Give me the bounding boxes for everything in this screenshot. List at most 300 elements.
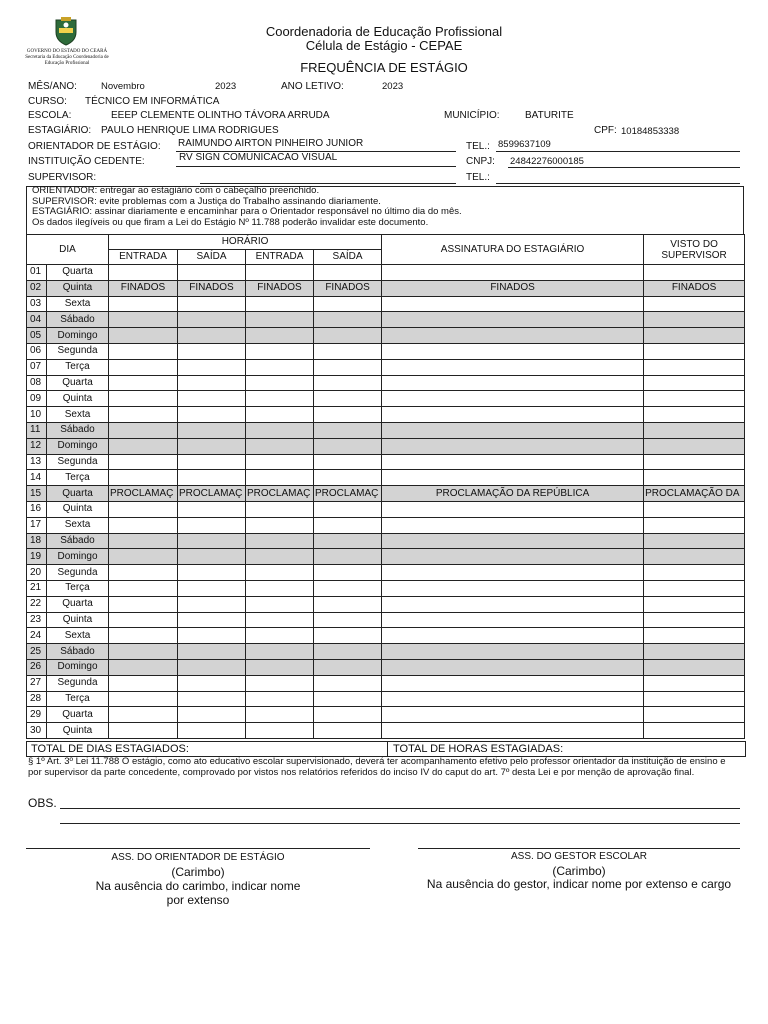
day-name: Quarta <box>47 596 109 612</box>
table-row <box>27 691 745 707</box>
saida-2-cell[interactable] <box>314 612 382 628</box>
cnpj-value[interactable]: 24842276000185 <box>510 156 584 167</box>
curso-value[interactable]: TÉCNICO EM INFORMÁTICA <box>85 96 220 107</box>
assinatura-cell[interactable] <box>382 691 644 707</box>
assinatura-cell[interactable] <box>382 422 644 438</box>
day-number: 22 <box>27 596 47 612</box>
assinatura-cell[interactable] <box>382 328 644 344</box>
assinatura-cell[interactable] <box>382 296 644 312</box>
orientador-value[interactable]: RAIMUNDO AIRTON PINHEIRO JUNIOR <box>178 138 364 149</box>
municipio-value[interactable]: BATURITE <box>525 110 574 121</box>
entrada-header-1: ENTRADA <box>109 250 178 265</box>
visto-cell[interactable] <box>644 596 745 612</box>
saida-2-cell[interactable] <box>314 707 382 723</box>
day-name: Segunda <box>47 343 109 359</box>
entrada-1-cell[interactable] <box>109 407 178 423</box>
entrada-1-cell[interactable]: PROCLAMAÇ <box>109 486 178 502</box>
instruction-legal: Os dados ilegíveis ou que firam a Lei do Estágio Nº 11.788 poderão invalidar este documento. <box>32 216 429 228</box>
table-row <box>27 486 745 502</box>
assinatura-cell[interactable] <box>382 628 644 644</box>
total-dias-label: TOTAL DE DIAS ESTAGIADOS: <box>31 743 189 755</box>
saida-1-cell[interactable] <box>178 517 246 533</box>
entrada-2-cell[interactable] <box>246 438 314 454</box>
saida-1-cell[interactable] <box>178 312 246 328</box>
municipio-label: MUNICÍPIO: <box>444 110 500 121</box>
saida-1-cell[interactable] <box>178 628 246 644</box>
orientador-note: Na ausência do carimbo, indicar nome por extenso <box>95 879 301 907</box>
assinatura-cell[interactable] <box>382 549 644 565</box>
day-number: 17 <box>27 517 47 533</box>
table-row <box>27 470 745 486</box>
visto-header: VISTO DO SUPERVISOR <box>644 235 745 265</box>
day-name: Sexta <box>47 517 109 533</box>
visto-cell[interactable] <box>644 707 745 723</box>
assinatura-cell[interactable] <box>382 391 644 407</box>
saida-2-cell[interactable] <box>314 343 382 359</box>
saida-1-cell[interactable] <box>178 580 246 596</box>
entrada-2-cell[interactable] <box>246 359 314 375</box>
day-name: Quinta <box>47 612 109 628</box>
day-number: 19 <box>27 549 47 565</box>
visto-cell[interactable] <box>644 501 745 517</box>
visto-cell[interactable] <box>644 659 745 675</box>
saida-1-cell[interactable] <box>178 612 246 628</box>
ano-letivo-value[interactable]: 2023 <box>382 81 404 92</box>
entrada-2-cell[interactable] <box>246 407 314 423</box>
table-row <box>27 359 745 375</box>
entrada-2-cell[interactable] <box>246 328 314 344</box>
instituicao-value[interactable]: RV SIGN COMUNICACAO VISUAL <box>179 152 338 163</box>
entrada-1-cell[interactable] <box>109 328 178 344</box>
saida-2-cell[interactable] <box>314 659 382 675</box>
gestor-signature-line[interactable] <box>418 848 740 849</box>
header-line2: Célula de Estágio - CEPAE <box>305 38 463 53</box>
visto-cell[interactable] <box>644 533 745 549</box>
day-number: 03 <box>27 296 47 312</box>
saida-1-cell[interactable] <box>178 533 246 549</box>
day-number: 25 <box>27 644 47 660</box>
entrada-2-cell[interactable] <box>246 533 314 549</box>
day-number: 13 <box>27 454 47 470</box>
assinatura-cell[interactable]: FINADOS <box>382 280 644 296</box>
gestor-note: Na ausência do gestor, indicar nome por extenso e cargo <box>426 877 732 891</box>
entrada-2-cell[interactable]: FINADOS <box>246 280 314 296</box>
entrada-1-cell[interactable] <box>109 422 178 438</box>
visto-cell[interactable] <box>644 438 745 454</box>
entrada-1-cell[interactable] <box>109 565 178 581</box>
cnpj-label: CNPJ: <box>466 156 495 167</box>
table-row <box>27 659 745 675</box>
saida-2-cell[interactable] <box>314 565 382 581</box>
entrada-1-cell[interactable] <box>109 723 178 739</box>
day-name: Quarta <box>47 265 109 281</box>
saida-2-cell[interactable] <box>314 723 382 739</box>
table-row <box>27 644 745 660</box>
visto-cell[interactable] <box>644 265 745 281</box>
entrada-2-cell[interactable] <box>246 580 314 596</box>
entrada-1-cell[interactable] <box>109 691 178 707</box>
saida-1-cell[interactable] <box>178 454 246 470</box>
day-number: 08 <box>27 375 47 391</box>
visto-cell[interactable] <box>644 296 745 312</box>
saida-2-cell[interactable]: PROCLAMAÇ <box>314 486 382 502</box>
entrada-2-cell[interactable] <box>246 596 314 612</box>
entrada-2-cell[interactable] <box>246 470 314 486</box>
entrada-1-cell[interactable] <box>109 375 178 391</box>
horario-header: HORÁRIO <box>109 235 382 250</box>
orientador-signature-title: ASS. DO ORIENTADOR DE ESTÁGIO <box>111 852 285 863</box>
entrada-1-cell[interactable] <box>109 533 178 549</box>
visto-cell[interactable] <box>644 343 745 359</box>
saida-1-cell[interactable] <box>178 391 246 407</box>
table-row <box>27 533 745 549</box>
entrada-2-cell[interactable] <box>246 501 314 517</box>
day-number: 28 <box>27 691 47 707</box>
assinatura-cell[interactable] <box>382 312 644 328</box>
saida-2-cell[interactable] <box>314 470 382 486</box>
saida-1-cell[interactable] <box>178 343 246 359</box>
total-horas-label: TOTAL DE HORAS ESTAGIADAS: <box>393 743 564 755</box>
assinatura-cell[interactable] <box>382 723 644 739</box>
saida-2-cell[interactable] <box>314 580 382 596</box>
entrada-1-cell[interactable] <box>109 359 178 375</box>
saida-2-cell[interactable] <box>314 533 382 549</box>
tel2-label: TEL.: <box>466 172 490 183</box>
visto-cell[interactable] <box>644 517 745 533</box>
day-name: Quinta <box>47 723 109 739</box>
entrada-2-cell[interactable] <box>246 549 314 565</box>
saida-2-cell[interactable] <box>314 422 382 438</box>
obs-line-2[interactable] <box>60 823 740 824</box>
entrada-1-cell[interactable] <box>109 580 178 596</box>
visto-cell[interactable]: FINADOS <box>644 280 745 296</box>
saida-1-cell[interactable] <box>178 565 246 581</box>
saida-2-cell[interactable] <box>314 549 382 565</box>
visto-cell[interactable] <box>644 675 745 691</box>
tel2-field[interactable] <box>496 183 740 184</box>
tel-underline <box>496 151 740 152</box>
entrada-2-cell[interactable] <box>246 612 314 628</box>
table-row <box>27 265 745 281</box>
saida-2-cell[interactable] <box>314 391 382 407</box>
visto-cell[interactable] <box>644 407 745 423</box>
assinatura-cell[interactable] <box>382 707 644 723</box>
orientador-label: ORIENTADOR DE ESTÁGIO: <box>28 141 161 152</box>
saida-1-cell[interactable] <box>178 328 246 344</box>
saida-1-cell[interactable] <box>178 422 246 438</box>
saida-1-cell[interactable] <box>178 375 246 391</box>
assinatura-cell[interactable] <box>382 375 644 391</box>
assinatura-cell[interactable] <box>382 454 644 470</box>
entrada-1-cell[interactable] <box>109 470 178 486</box>
table-row <box>27 375 745 391</box>
day-number: 04 <box>27 312 47 328</box>
escola-value[interactable]: EEEP CLEMENTE OLINTHO TÁVORA ARRUDA <box>111 110 330 121</box>
cnpj-underline <box>508 167 740 168</box>
ano-value[interactable]: 2023 <box>215 81 237 92</box>
day-name: Sexta <box>47 296 109 312</box>
day-name: Sexta <box>47 407 109 423</box>
saida-1-cell[interactable] <box>178 265 246 281</box>
day-number: 30 <box>27 723 47 739</box>
supervisor-field[interactable] <box>200 183 456 184</box>
day-name: Domingo <box>47 438 109 454</box>
assinatura-cell[interactable] <box>382 612 644 628</box>
assinatura-cell[interactable] <box>382 675 644 691</box>
frequency-table-body <box>27 265 745 739</box>
entrada-2-cell[interactable] <box>246 343 314 359</box>
saida-2-cell[interactable] <box>314 691 382 707</box>
saida-2-cell[interactable] <box>314 628 382 644</box>
assinatura-cell[interactable] <box>382 644 644 660</box>
assinatura-cell[interactable] <box>382 596 644 612</box>
visto-cell[interactable] <box>644 723 745 739</box>
saida-2-cell[interactable] <box>314 265 382 281</box>
entrada-1-cell[interactable] <box>109 454 178 470</box>
entrada-2-cell[interactable] <box>246 659 314 675</box>
day-number: 24 <box>27 628 47 644</box>
entrada-1-cell[interactable]: FINADOS <box>109 280 178 296</box>
visto-cell[interactable] <box>644 691 745 707</box>
entrada-2-cell[interactable] <box>246 675 314 691</box>
visto-cell[interactable] <box>644 391 745 407</box>
saida-1-cell[interactable]: PROCLAMAÇ <box>178 486 246 502</box>
assinatura-header: ASSINATURA DO ESTAGIÁRIO <box>382 235 644 265</box>
entrada-2-cell[interactable] <box>246 265 314 281</box>
obs-label: OBS. <box>28 796 57 810</box>
cpf-label: CPF: <box>594 125 617 136</box>
saida-1-cell[interactable] <box>178 691 246 707</box>
assinatura-cell[interactable]: PROCLAMAÇÃO DA REPÚBLICA <box>382 486 644 502</box>
table-row <box>27 438 745 454</box>
entrada-2-cell[interactable] <box>246 565 314 581</box>
ano-letivo-label: ANO LETIVO: <box>281 81 344 92</box>
entrada-2-cell[interactable] <box>246 644 314 660</box>
assinatura-cell[interactable] <box>382 580 644 596</box>
entrada-1-cell[interactable] <box>109 549 178 565</box>
saida-header-2: SAÍDA <box>314 250 382 265</box>
table-row <box>27 296 745 312</box>
entrada-2-cell[interactable]: PROCLAMAÇ <box>246 486 314 502</box>
totals-divider <box>387 742 388 756</box>
supervisor-label: SUPERVISOR: <box>28 172 97 183</box>
day-name: Sábado <box>47 644 109 660</box>
saida-2-cell[interactable] <box>314 375 382 391</box>
visto-cell[interactable] <box>644 565 745 581</box>
assinatura-cell[interactable] <box>382 501 644 517</box>
table-row <box>27 312 745 328</box>
day-name: Quinta <box>47 501 109 517</box>
assinatura-cell[interactable] <box>382 533 644 549</box>
saida-1-cell[interactable] <box>178 659 246 675</box>
saida-1-cell[interactable] <box>178 596 246 612</box>
day-number: 20 <box>27 565 47 581</box>
table-row <box>27 596 745 612</box>
saida-2-cell[interactable] <box>314 296 382 312</box>
entrada-1-cell[interactable] <box>109 296 178 312</box>
entrada-1-cell[interactable] <box>109 612 178 628</box>
entrada-1-cell[interactable] <box>109 675 178 691</box>
entrada-1-cell[interactable] <box>109 265 178 281</box>
instruction-supervisor: SUPERVISOR: evite problemas com a Justiça do Trabalho assinando diariamente. <box>32 195 381 207</box>
saida-2-cell[interactable] <box>314 359 382 375</box>
entrada-2-cell[interactable] <box>246 707 314 723</box>
entrada-1-cell[interactable] <box>109 312 178 328</box>
saida-2-cell[interactable]: FINADOS <box>314 280 382 296</box>
saida-2-cell[interactable] <box>314 407 382 423</box>
day-number: 06 <box>27 343 47 359</box>
instructions-box <box>26 186 744 235</box>
saida-1-cell[interactable] <box>178 438 246 454</box>
saida-1-cell[interactable] <box>178 470 246 486</box>
entrada-1-cell[interactable] <box>109 517 178 533</box>
saida-2-cell[interactable] <box>314 438 382 454</box>
visto-cell[interactable] <box>644 612 745 628</box>
day-name: Quinta <box>47 280 109 296</box>
table-row <box>27 407 745 423</box>
entrada-2-cell[interactable] <box>246 691 314 707</box>
cpf-value[interactable]: 10184853338 <box>621 126 680 137</box>
day-name: Terça <box>47 470 109 486</box>
day-name: Sábado <box>47 422 109 438</box>
visto-cell[interactable] <box>644 328 745 344</box>
saida-2-cell[interactable] <box>314 312 382 328</box>
entrada-1-cell[interactable] <box>109 391 178 407</box>
saida-1-cell[interactable] <box>178 644 246 660</box>
saida-1-cell[interactable]: FINADOS <box>178 280 246 296</box>
table-row <box>27 707 745 723</box>
saida-1-cell[interactable] <box>178 549 246 565</box>
day-number: 14 <box>27 470 47 486</box>
day-name: Domingo <box>47 659 109 675</box>
saida-1-cell[interactable] <box>178 501 246 517</box>
day-number: 12 <box>27 438 47 454</box>
entrada-2-cell[interactable] <box>246 391 314 407</box>
table-row <box>27 580 745 596</box>
day-name: Segunda <box>47 454 109 470</box>
entrada-2-cell[interactable] <box>246 312 314 328</box>
escola-label: ESCOLA: <box>28 110 72 121</box>
assinatura-cell[interactable] <box>382 407 644 423</box>
logo-text: GOVERNO DO ESTADO DO CEARÁ Secretaria da Educação Coordenadoria de Educação Profissional <box>25 49 109 66</box>
tel-label: TEL.: <box>466 141 490 152</box>
entrada-2-cell[interactable] <box>246 723 314 739</box>
entrada-1-cell[interactable] <box>109 707 178 723</box>
day-name: Segunda <box>47 565 109 581</box>
entrada-2-cell[interactable] <box>246 517 314 533</box>
saida-1-cell[interactable] <box>178 723 246 739</box>
saida-2-cell[interactable] <box>314 517 382 533</box>
orientador-signature-line[interactable] <box>26 848 370 849</box>
assinatura-cell[interactable] <box>382 343 644 359</box>
visto-cell[interactable] <box>644 359 745 375</box>
entrada-1-cell[interactable] <box>109 343 178 359</box>
instituicao-label: INSTITUIÇÃO CEDENTE: <box>28 156 145 167</box>
visto-cell[interactable] <box>644 644 745 660</box>
saida-2-cell[interactable] <box>314 644 382 660</box>
entrada-1-cell[interactable] <box>109 438 178 454</box>
entrada-1-cell[interactable] <box>109 501 178 517</box>
saida-2-cell[interactable] <box>314 675 382 691</box>
visto-cell[interactable] <box>644 549 745 565</box>
assinatura-cell[interactable] <box>382 565 644 581</box>
entrada-2-cell[interactable] <box>246 454 314 470</box>
day-number: 05 <box>27 328 47 344</box>
instituicao-underline <box>176 166 456 167</box>
saida-2-cell[interactable] <box>314 328 382 344</box>
assinatura-cell[interactable] <box>382 359 644 375</box>
entrada-2-cell[interactable] <box>246 628 314 644</box>
day-number: 16 <box>27 501 47 517</box>
dia-header: DIA <box>27 235 109 265</box>
assinatura-cell[interactable] <box>382 438 644 454</box>
entrada-2-cell[interactable] <box>246 375 314 391</box>
table-row <box>27 343 745 359</box>
visto-cell[interactable] <box>644 580 745 596</box>
gestor-signature-title: ASS. DO GESTOR ESCOLAR <box>511 851 647 862</box>
estagiario-value[interactable]: PAULO HENRIQUE LIMA RODRIGUES <box>101 125 279 136</box>
visto-cell[interactable] <box>644 375 745 391</box>
entrada-1-cell[interactable] <box>109 596 178 612</box>
entrada-1-cell[interactable] <box>109 644 178 660</box>
visto-cell[interactable] <box>644 628 745 644</box>
visto-cell[interactable] <box>644 454 745 470</box>
entrada-1-cell[interactable] <box>109 628 178 644</box>
visto-cell[interactable] <box>644 422 745 438</box>
day-number: 01 <box>27 265 47 281</box>
page-title: FREQUÊNCIA DE ESTÁGIO <box>300 60 468 75</box>
day-name: Terça <box>47 359 109 375</box>
gestor-carimbo: (Carimbo) <box>552 864 606 878</box>
curso-label: CURSO: <box>28 96 67 107</box>
table-row <box>27 422 745 438</box>
saida-1-cell[interactable] <box>178 675 246 691</box>
day-name: Terça <box>47 580 109 596</box>
assinatura-cell[interactable] <box>382 517 644 533</box>
instruction-estagiario: ESTAGIÁRIO: assinar diariamente e encaminhar para o Orientador responsável no último dia do mês. <box>32 206 462 217</box>
day-number: 10 <box>27 407 47 423</box>
saida-1-cell[interactable] <box>178 359 246 375</box>
table-row <box>27 501 745 517</box>
assinatura-cell[interactable] <box>382 470 644 486</box>
assinatura-cell[interactable] <box>382 265 644 281</box>
day-number: 02 <box>27 280 47 296</box>
entrada-2-cell[interactable] <box>246 422 314 438</box>
saida-1-cell[interactable] <box>178 707 246 723</box>
day-name: Quarta <box>47 486 109 502</box>
visto-cell[interactable]: PROCLAMAÇÃO DA <box>644 486 745 502</box>
visto-cell[interactable] <box>644 470 745 486</box>
entrada-2-cell[interactable] <box>246 296 314 312</box>
visto-cell[interactable] <box>644 312 745 328</box>
assinatura-cell[interactable] <box>382 659 644 675</box>
saida-2-cell[interactable] <box>314 454 382 470</box>
saida-2-cell[interactable] <box>314 596 382 612</box>
day-number: 23 <box>27 612 47 628</box>
table-row <box>27 612 745 628</box>
day-number: 21 <box>27 580 47 596</box>
entrada-header-2: ENTRADA <box>246 250 314 265</box>
day-name: Domingo <box>47 328 109 344</box>
saida-2-cell[interactable] <box>314 501 382 517</box>
entrada-1-cell[interactable] <box>109 659 178 675</box>
saida-1-cell[interactable] <box>178 296 246 312</box>
mes-value[interactable]: Novembro <box>101 81 145 92</box>
obs-line-1[interactable] <box>60 808 740 809</box>
tel-value[interactable]: 8599637109 <box>498 139 551 150</box>
estagiario-label: ESTAGIÁRIO: <box>28 125 92 136</box>
saida-1-cell[interactable] <box>178 407 246 423</box>
